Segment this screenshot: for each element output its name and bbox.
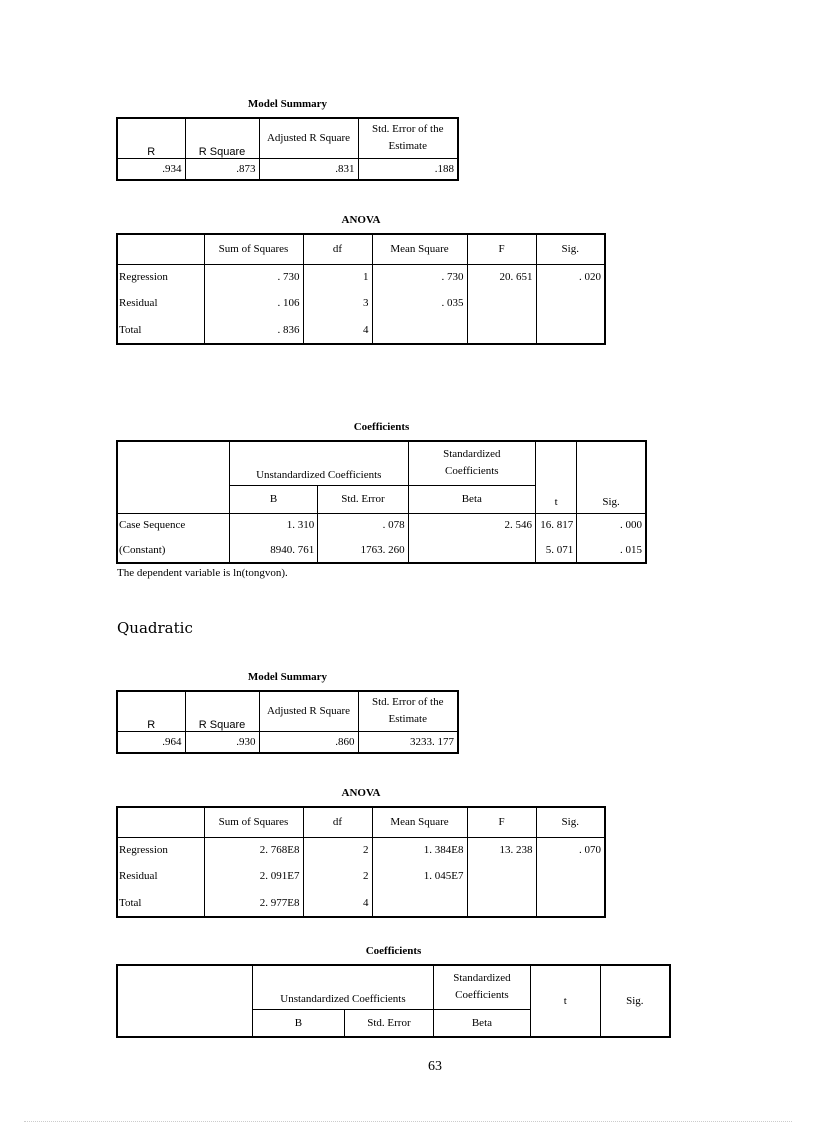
cell: [467, 863, 536, 889]
anova-table: [116, 806, 606, 918]
table-row: [117, 513, 646, 537]
column-header-beta: Beta: [433, 1009, 530, 1037]
column-header: Sig.: [536, 234, 605, 264]
cell-r: .934: [117, 158, 185, 180]
cell-r-square: .930: [185, 731, 259, 753]
blank-header: [117, 234, 204, 264]
cell: [467, 316, 536, 344]
group-header-standardized: Standardized Coefficients: [433, 965, 530, 1009]
section-heading: Quadratic: [117, 619, 193, 637]
column-header-t: t: [530, 965, 600, 1037]
cell: 1. 384E8: [372, 837, 467, 863]
dependent-variable-note: The dependent variable is ln(tongvon).: [117, 567, 288, 579]
column-header-std-error: Std. Error: [344, 1009, 433, 1037]
cell: [536, 889, 605, 917]
cell: 1. 310: [229, 513, 317, 537]
row-label: Residual: [117, 290, 204, 316]
row-label: Regression: [117, 264, 204, 290]
cell: [467, 889, 536, 917]
page-edge-divider: [24, 1121, 792, 1122]
coefficients-title: Coefficients: [353, 421, 410, 433]
cell: 1763. 260: [318, 537, 408, 563]
cell-std-error: .188: [358, 158, 458, 180]
cell: 2. 977E8: [204, 889, 303, 917]
table-header-row: [117, 807, 605, 837]
table-row: [117, 316, 605, 344]
cell: 8940. 761: [229, 537, 317, 563]
column-header-beta: Beta: [408, 485, 535, 513]
cell: 2. 091E7: [204, 863, 303, 889]
table-row: [117, 158, 458, 180]
table-header-row: [117, 441, 646, 485]
row-label: Regression: [117, 837, 204, 863]
table-header-row: [117, 965, 670, 1009]
table-header-row: [117, 691, 458, 731]
table-header-row: [117, 118, 458, 158]
column-header: F: [467, 234, 536, 264]
column-header-sig: Sig.: [600, 965, 670, 1037]
model-summary-table: [116, 690, 459, 754]
column-header: Sum of Squares: [204, 234, 303, 264]
cell: 16. 817: [536, 513, 577, 537]
cell: [467, 290, 536, 316]
column-header-sig: Sig.: [577, 441, 646, 513]
column-header: Mean Square: [372, 234, 467, 264]
cell: [408, 537, 535, 563]
blank-header: [117, 965, 252, 1037]
model-summary-title: Model Summary: [247, 98, 328, 110]
cell: 2: [303, 863, 372, 889]
cell: 20. 651: [467, 264, 536, 290]
column-header: R Square: [185, 691, 259, 731]
column-header: F: [467, 807, 536, 837]
cell: 4: [303, 889, 372, 917]
table-row: [117, 837, 605, 863]
cell: [536, 316, 605, 344]
coefficients-table: [116, 440, 647, 564]
cell: 1: [303, 264, 372, 290]
cell: . 015: [577, 537, 646, 563]
anova-table: [116, 233, 606, 345]
cell: 2. 768E8: [204, 837, 303, 863]
group-header-unstandardized: Unstandardized Coefficients: [252, 965, 433, 1009]
cell: . 730: [204, 264, 303, 290]
cell: . 730: [372, 264, 467, 290]
cell: [536, 290, 605, 316]
cell: . 000: [577, 513, 646, 537]
cell-adjusted-r-square: .860: [259, 731, 358, 753]
cell: [536, 863, 605, 889]
row-label: Case Sequence: [117, 513, 229, 537]
blank-header: [117, 441, 229, 513]
cell: 5. 071: [536, 537, 577, 563]
cell: . 070: [536, 837, 605, 863]
cell-r-square: .873: [185, 158, 259, 180]
cell-r: .964: [117, 731, 185, 753]
blank-header: [117, 807, 204, 837]
table-row: [117, 889, 605, 917]
column-header: df: [303, 807, 372, 837]
model-summary-title: Model Summary: [247, 671, 328, 683]
column-header: R Square: [185, 118, 259, 158]
row-label: (Constant): [117, 537, 229, 563]
column-header-std-error: Std. Error: [318, 485, 408, 513]
cell-adjusted-r-square: .831: [259, 158, 358, 180]
anova-title: ANOVA: [341, 214, 381, 226]
column-header: R: [117, 691, 185, 731]
column-header: Std. Error of the Estimate: [358, 118, 458, 158]
cell: . 106: [204, 290, 303, 316]
row-label: Total: [117, 889, 204, 917]
table-row: [117, 264, 605, 290]
row-label: Residual: [117, 863, 204, 889]
cell: 3: [303, 290, 372, 316]
table-row: [117, 290, 605, 316]
coefficients-title: Coefficients: [365, 945, 422, 957]
row-label: Total: [117, 316, 204, 344]
cell: 2. 546: [408, 513, 535, 537]
column-header-b: B: [252, 1009, 344, 1037]
group-header-unstandardized: Unstandardized Coefficients: [229, 441, 408, 485]
cell: 1. 045E7: [372, 863, 467, 889]
model-summary-table: [116, 117, 459, 181]
column-header: Sum of Squares: [204, 807, 303, 837]
cell: . 078: [318, 513, 408, 537]
table-row: [117, 537, 646, 563]
column-header: Mean Square: [372, 807, 467, 837]
cell: [372, 889, 467, 917]
anova-title: ANOVA: [341, 787, 381, 799]
column-header: df: [303, 234, 372, 264]
column-header: Std. Error of the Estimate: [358, 691, 458, 731]
column-header: R: [117, 118, 185, 158]
cell: . 836: [204, 316, 303, 344]
table-header-row: [117, 234, 605, 264]
page-number: 63: [428, 1059, 442, 1074]
column-header-b: B: [229, 485, 317, 513]
cell: 4: [303, 316, 372, 344]
cell: . 020: [536, 264, 605, 290]
cell: 2: [303, 837, 372, 863]
cell: 13. 238: [467, 837, 536, 863]
column-header: Adjusted R Square: [259, 118, 358, 158]
cell: [372, 316, 467, 344]
column-header-t: t: [536, 441, 577, 513]
column-header: Sig.: [536, 807, 605, 837]
group-header-standardized: Standardized Coefficients: [408, 441, 535, 485]
cell: . 035: [372, 290, 467, 316]
column-header: Adjusted R Square: [259, 691, 358, 731]
cell-std-error: 3233. 177: [358, 731, 458, 753]
coefficients-table: [116, 964, 671, 1038]
table-row: [117, 863, 605, 889]
table-row: [117, 731, 458, 753]
